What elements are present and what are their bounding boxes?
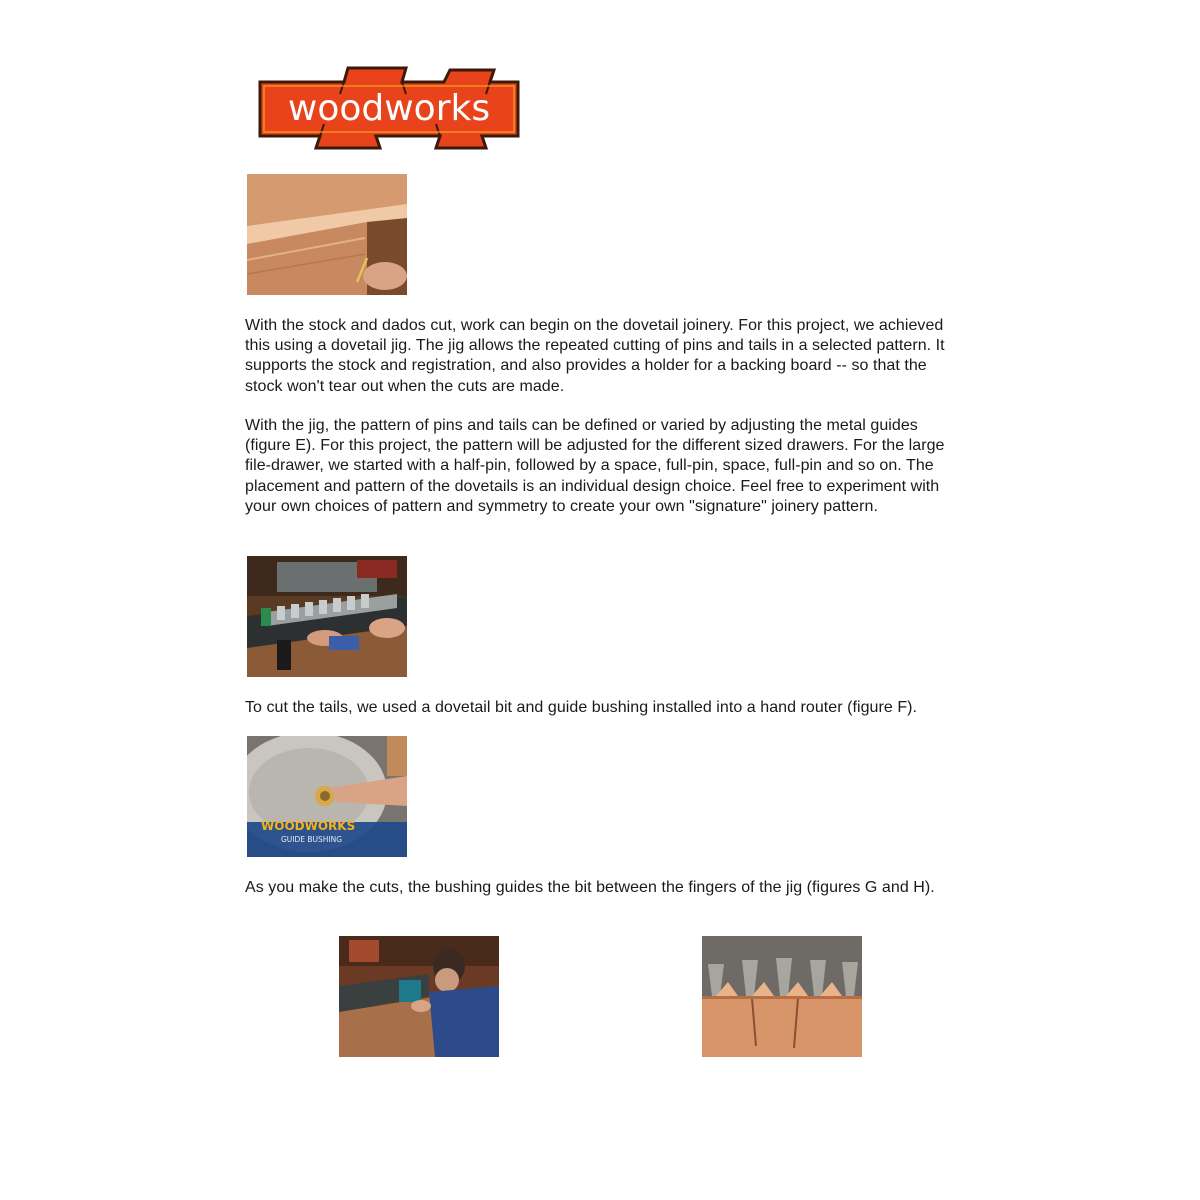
dovetail-jig-photo <box>247 556 407 677</box>
jig-pattern-paragraph: With the jig, the pattern of pins and tails can be defined or varied by adjusting the metal guides (figure E). For this project, the pattern will be adjusted for the different sized drawers. For the large file-drawer, we started with a half-pin, followed by a space, full-pin, space, full-pin and so on. The placement and pattern of the dovetails is an individual design choice. Feel free to experiment with your own choices of pattern and symmetry to create your own "signature" joinery pattern. <box>245 417 945 515</box>
router-bushing-photo <box>247 736 407 857</box>
intro-paragraph: With the stock and dados cut, work can begin on the dovetail joinery. For this project, we achieved this using a dovetail jig. The jig allows the repeated cutting of pins and tails in a selected pattern. It supports the stock and registration, and also provides a holder for a backing board -- so that the stock won't tear out when the cuts are made. <box>245 317 945 395</box>
drawer-corner-photo <box>247 174 407 295</box>
overlay-caption: GUIDE BUSHING <box>281 835 343 844</box>
woodworks-logo <box>256 64 522 152</box>
dovetail-closeup-photo <box>702 936 862 1057</box>
cut-tails-paragraph: To cut the tails, we used a dovetail bit and guide bushing installed into a hand router (figure F). <box>245 699 918 716</box>
overlay-brand: WOODWORKS <box>261 819 356 833</box>
logo-wordmark: woodworks <box>287 88 491 129</box>
router-cut-photo <box>339 936 499 1057</box>
bushing-guides-paragraph: As you make the cuts, the bushing guides the bit between the fingers of the jig (figures G and H). <box>245 879 935 896</box>
